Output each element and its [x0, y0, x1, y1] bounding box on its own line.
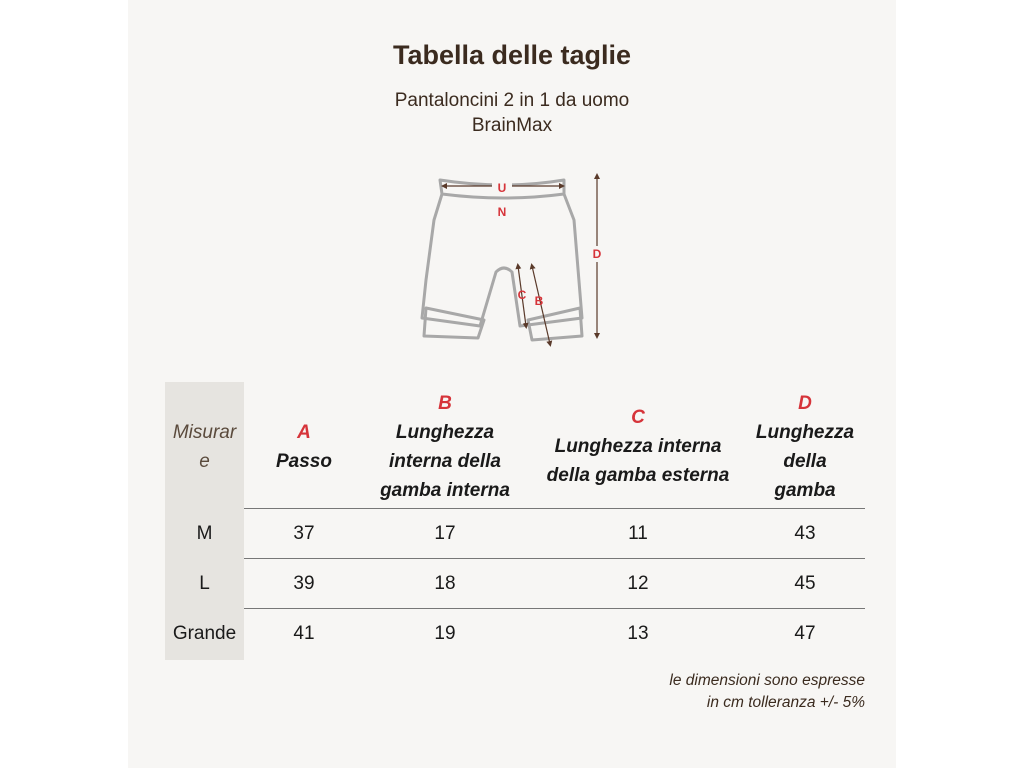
measurement-note: le dimensioni sono espresse in cm tolleranza +/- 5% [669, 672, 865, 711]
column-header-d: D Lunghezza della gamba [755, 393, 855, 501]
size-chart-panel [128, 0, 896, 768]
table-cell: 43 [794, 523, 816, 544]
label-n: N [497, 205, 507, 219]
table-cell: 39 [293, 573, 315, 594]
brand-name: BrainMax [471, 115, 553, 136]
column-header-c: C Lunghezza interna della gamba esterna [546, 407, 730, 486]
page-title: Tabella delle taglie [392, 40, 632, 70]
row-divider [244, 558, 865, 559]
shorts-diagram [128, 160, 896, 360]
column-header-b: B Lunghezza interna della gamba interna [380, 393, 510, 501]
label-d: D [592, 247, 602, 261]
column-header-a: A Passo [276, 422, 332, 472]
table-cell: 11 [628, 523, 648, 544]
table-cell: 47 [794, 623, 816, 644]
table-cell: 45 [794, 573, 816, 594]
size-column-header: Misurar e [172, 422, 237, 472]
table-cell: 17 [434, 523, 456, 544]
table-cell: 41 [293, 623, 315, 644]
row-divider [244, 608, 865, 609]
size-cell-m: M [196, 523, 213, 544]
table-cell: 13 [627, 623, 649, 644]
size-cell-l: L [199, 573, 210, 594]
label-c: C [517, 288, 527, 302]
table-cell: 18 [434, 573, 456, 594]
table-cell: 19 [434, 623, 456, 644]
size-cell-grande: Grande [172, 623, 237, 644]
label-u: U [497, 181, 507, 195]
label-b: B [534, 294, 544, 308]
product-name: Pantaloncini 2 in 1 da uomo [394, 90, 630, 111]
row-divider [244, 508, 865, 509]
table-cell: 37 [293, 523, 315, 544]
table-cell: 12 [627, 573, 649, 594]
